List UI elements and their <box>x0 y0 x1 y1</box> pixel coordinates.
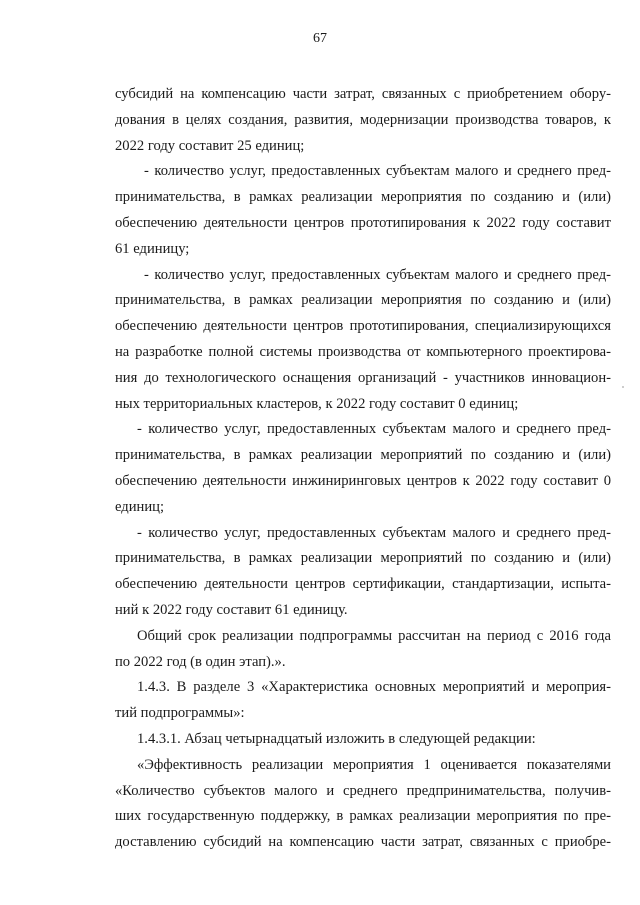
text-line: «Эффективность реализации мероприятия 1 оценивается показателями <box>137 756 611 773</box>
text-line: ших государственную поддержку, в рамках реализации мероприятия по пре- <box>115 808 611 825</box>
scan-speck <box>622 386 624 388</box>
text-line: - количество услуг, предоставленных субъектам малого и среднего пред- <box>144 266 611 283</box>
page-number: 67 <box>313 31 327 46</box>
text-line: - количество услуг, предоставленных субъектам малого и среднего пред- <box>137 524 611 541</box>
text-line: «Количество субъектов малого и среднего предпринимательства, получив- <box>115 782 611 799</box>
text-line: по 2022 год (в один этап).». <box>115 653 286 670</box>
text-line: - количество услуг, предоставленных субъектам малого и среднего пред- <box>137 421 611 438</box>
text-line: субсидий на компенсацию части затрат, связанных с приобретением обору- <box>115 86 611 102</box>
text-line: ний к 2022 году составит 61 единицу. <box>115 601 348 618</box>
text-line: обеспечению деятельности центров сертификации, стандартизации, испыта- <box>115 576 611 593</box>
text-line: ния до технологического оснащения организаций - участников инновацион- <box>115 369 611 386</box>
text-line: принимательства, в рамках реализации мероприятия по созданию и (или) <box>115 189 611 206</box>
text-line: 1.4.3. В разделе 3 «Характеристика основных мероприятий и мероприя- <box>137 679 611 696</box>
text-line: тий подпрограммы»: <box>115 705 245 722</box>
text-line: 61 единицу; <box>115 240 190 257</box>
text-line: на разработке полной системы производства от компьютерного проектирова- <box>115 343 611 360</box>
text-line: Общий срок реализации подпрограммы рассчитан на период с 2016 года <box>137 627 611 644</box>
text-line: единиц; <box>115 498 165 515</box>
text-line: обеспечению деятельности инжиниринговых центров к 2022 году составит 0 <box>115 472 611 489</box>
text-line: принимательства, в рамках реализации мероприятий по созданию и (или) <box>115 447 611 464</box>
text-line: доставлению субсидий на компенсацию части затрат, связанных с приобре- <box>115 834 611 851</box>
text-line: - количество услуг, предоставленных субъектам малого и среднего пред- <box>144 163 611 180</box>
document-body <box>115 82 611 856</box>
text-line: обеспечению деятельности центров прототипирования, специализирующихся <box>115 318 611 335</box>
text-line: обеспечению деятельности центров прототипирования к 2022 году составит <box>115 214 611 231</box>
text-line: принимательства, в рамках реализации мероприятия по созданию и (или) <box>115 292 611 309</box>
text-line: дования в целях создания, развития, модернизации производства товаров, к <box>115 111 611 128</box>
text-line: принимательства, в рамках реализации мероприятий по созданию и (или) <box>115 550 611 567</box>
text-line: 2022 году составит 25 единиц; <box>115 137 305 154</box>
text-line: 1.4.3.1. Абзац четырнадцатый изложить в следующей редакции: <box>137 730 536 747</box>
text-line: ных территориальных кластеров, к 2022 году составит 0 единиц; <box>115 395 519 412</box>
